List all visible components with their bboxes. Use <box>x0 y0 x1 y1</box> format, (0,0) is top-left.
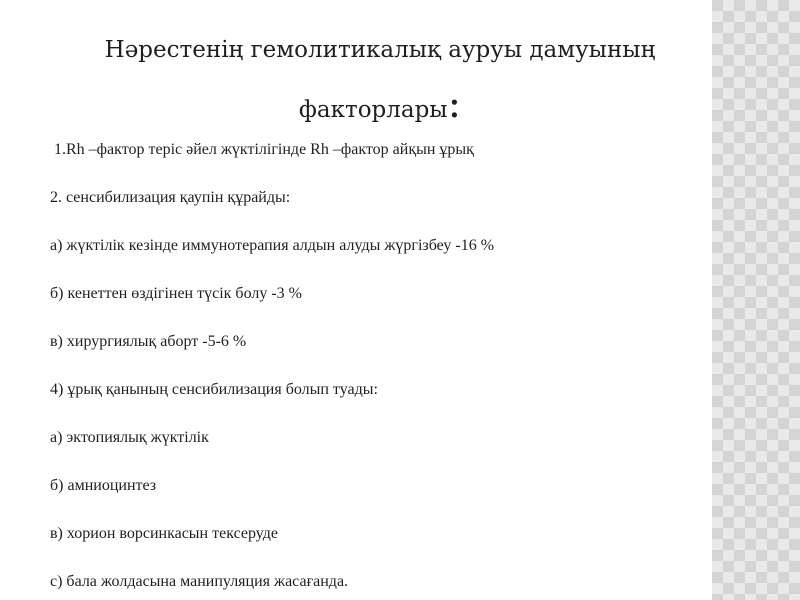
title-line-2-text: факторлары <box>298 97 448 123</box>
list-item: б) кенеттен өздігінен түсік болу -3 % <box>50 285 302 302</box>
decorative-side-pattern <box>712 0 800 600</box>
list-item: а) жүктілік кезінде иммунотерапия алдын алуды жүргізбеу -16 % <box>50 237 495 254</box>
list-item: б) амниоцинтез <box>50 477 157 494</box>
title-line-2 <box>60 80 700 140</box>
list-item: 2. сенсибилизация қаупін құрайды: <box>50 189 291 206</box>
list-item: а) эктопиялық жүктілік <box>50 429 209 446</box>
slide-title <box>60 20 700 140</box>
list-item: в) хорион ворсинкасын тексеруде <box>50 525 279 542</box>
list-item: 4) ұрық қанының сенсибилизация болып туады: <box>50 381 378 398</box>
title-line-1: Нәрестенің гемолитикалық ауруы дамуының <box>104 37 656 63</box>
list-item: в) хирургиялық аборт -5-6 % <box>50 333 247 350</box>
title-colon: : <box>447 81 462 127</box>
slide-content <box>50 141 700 600</box>
list-item: 1.Rh –фактор теріс әйел жүктілігінде Rh –фактор айқын ұрық <box>54 141 474 158</box>
list-item: с) бала жолдасына манипуляция жасағанда. <box>50 573 349 590</box>
